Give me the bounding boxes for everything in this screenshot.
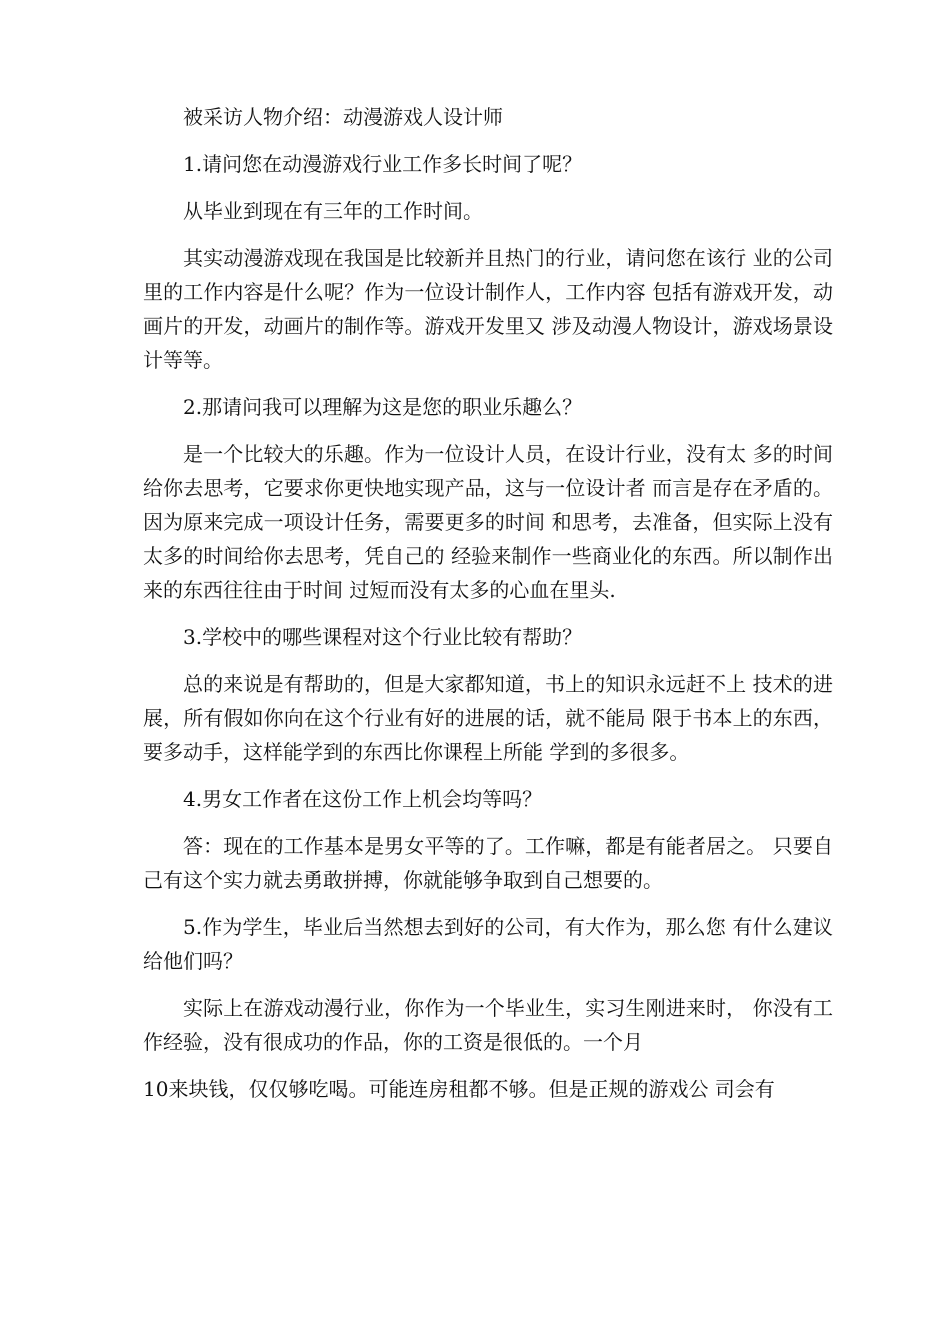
interviewee-intro: 被采访人物介绍：动漫游戏人设计师 [183, 105, 503, 129]
answer-1: 从毕业到现在有三年的工作时间。 [183, 199, 483, 223]
answer-5-continued: 10来块钱，仅仅够吃喝。可能连房租都不够。但是正规的游戏公 司会有 [143, 1077, 775, 1101]
answer-5: 实际上在游戏动漫行业，你作为一个毕业生，实习生刚进来时， 你没有工作经验，没有很成功的作品，你的工资是很低的。一个月 [143, 996, 833, 1054]
question-5: 5.作为学生，毕业后当然想去到好的公司，有大作为，那么您 有什么建议给他们吗？ [143, 915, 833, 973]
document-page [143, 100, 833, 1106]
question-3: 3.学校中的哪些课程对这个行业比较有帮助？ [183, 625, 583, 649]
answer-3: 总的来说是有帮助的，但是大家都知道，书上的知识永远赶不上 技术的进展，所有假如你向在这个行业有好的进展的话，就不能局 限于书本上的东西，要多动手，这样能学到的东西比你课程上所能 学到的多很多。 [143, 672, 833, 764]
answer-2: 是一个比较大的乐趣。作为一位设计人员，在设计行业，没有太 多的时间给你去思考，它要求你更快地实现产品，这与一位设计者 而言是存在矛盾的。因为原来完成一项设计任务，需要更多的时间 和思考，去准备，但实际上没有太多的时间给你去思考，凭自己的 经验来制作一些商业化的东西。所以制作出来的东西往往由于时间 过短而没有太多的心血在里头. [143, 442, 833, 602]
answer-4: 答：现在的工作基本是男女平等的了。工作嘛，都是有能者居之。 只要自己有这个实力就去勇敢拼搏，你就能够争取到自己想要的。 [143, 834, 833, 892]
question-2: 2.那请问我可以理解为这是您的职业乐趣么？ [183, 395, 583, 419]
question-work-content: 其实动漫游戏现在我国是比较新并且热门的行业，请问您在该行 业的公司里的工作内容是什么呢？作为一位设计制作人，工作内容 包括有游戏开发，动画片的开发，动画片的制作等。游戏开发里又 涉及动漫人物设计，游戏场景设计等等。 [143, 246, 833, 372]
question-4: 4.男女工作者在这份工作上机会均等吗？ [183, 787, 543, 811]
question-1: 1.请问您在动漫游戏行业工作多长时间了呢？ [183, 152, 583, 176]
